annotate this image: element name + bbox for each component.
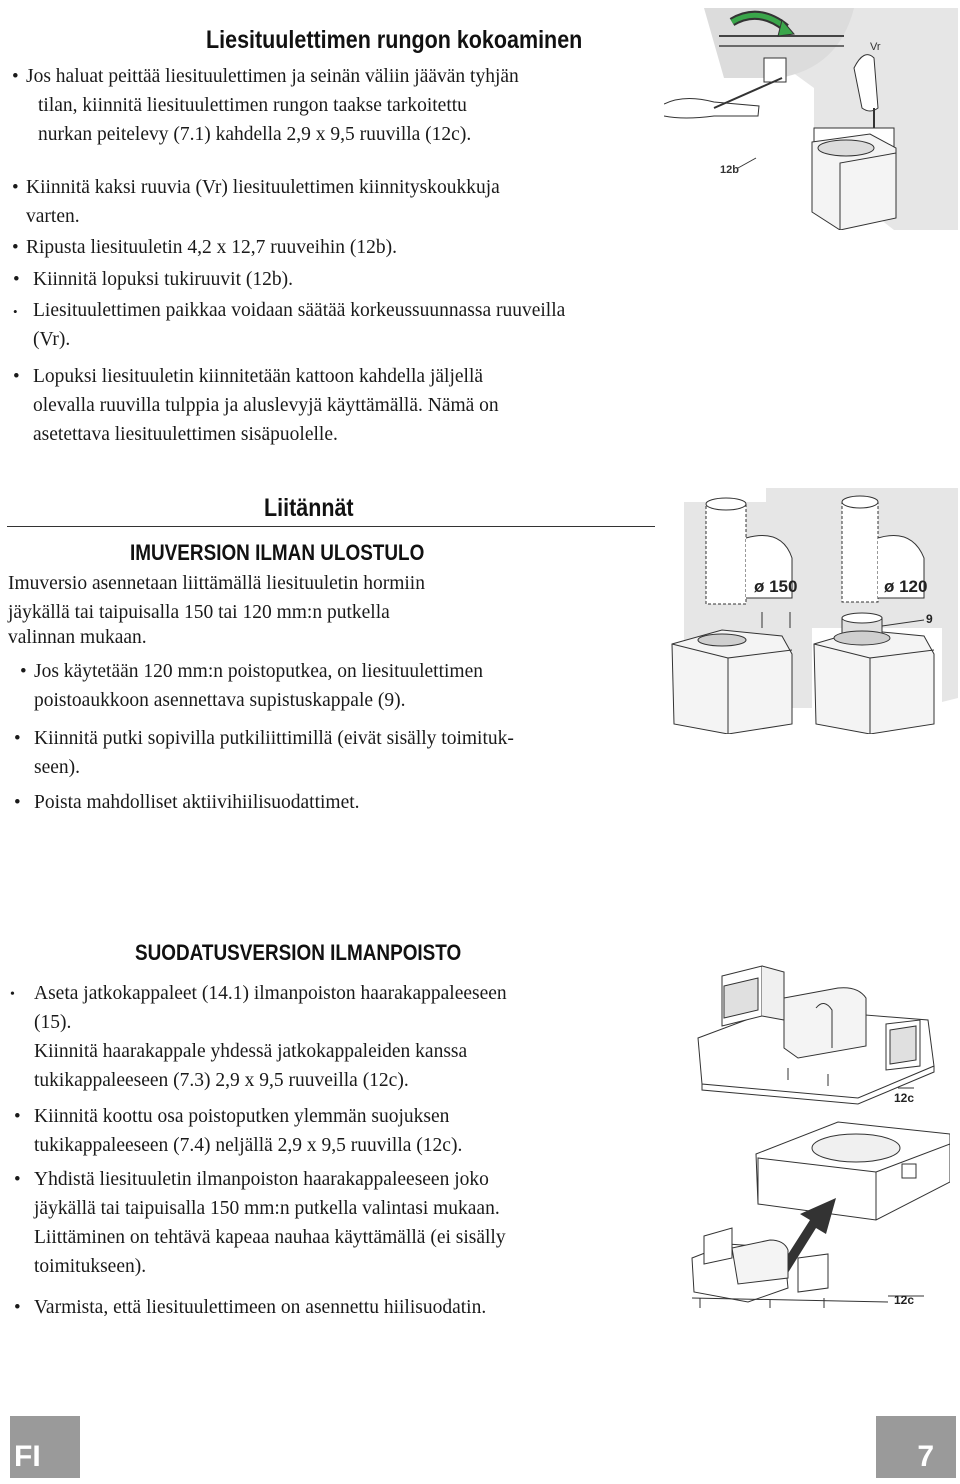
hood-mounting-figure	[664, 8, 958, 230]
bullet-icon: •	[14, 1297, 21, 1318]
list-item	[14, 1165, 650, 1281]
line: Kiinnitä kaksi ruuvia (Vr) liesituulettimen kiinnityskoukkuja	[26, 177, 500, 198]
divider	[7, 526, 655, 527]
line: Ripusta liesituuletin 4,2 x 12,7 ruuveihin (12b).	[26, 237, 398, 258]
line: Jos haluat peittää liesituulettimen ja seinän väliin jäävän tyhjän	[26, 66, 519, 87]
line: toimitukseen).	[34, 1256, 147, 1277]
bullet-icon: •	[12, 237, 19, 258]
list-item	[14, 788, 654, 817]
list-item	[10, 979, 650, 1095]
line: valinnan mukaan.	[8, 627, 147, 648]
figure-label: 12c	[894, 1091, 915, 1105]
bullet-icon: •	[13, 304, 18, 319]
line: Lopuksi liesituuletin kiinnitetään kattoon kahdella jäljellä	[33, 366, 484, 387]
line: Kiinnitä koottu osa poistoputken ylemmän suojuksen	[34, 1106, 450, 1127]
section-title-assembly: Liesituulettimen rungon kokoaminen	[206, 26, 583, 54]
figure-label: 12c	[894, 1293, 915, 1307]
bullet-icon: •	[13, 269, 20, 290]
intro-paragraph	[8, 569, 658, 649]
line: poistoaukkoon asennettava supistuskappale (9).	[34, 690, 406, 711]
figure-label: 12b	[720, 164, 739, 176]
list-item	[13, 296, 713, 354]
line: Kiinnitä haarakappale yhdessä jatkokappaleiden kanssa	[34, 1041, 468, 1062]
figure-label: ø 120	[884, 577, 928, 596]
page-number-badge	[876, 1416, 956, 1478]
bullet-icon: •	[14, 792, 21, 813]
language-code: FI	[14, 1440, 41, 1473]
list-item	[14, 1102, 650, 1160]
list-item	[20, 657, 654, 715]
list-item	[12, 62, 666, 149]
line: (15).	[34, 1012, 72, 1033]
line: Kiinnitä putki sopivilla putkiliittimillä (eivät sisälly toimituk-	[34, 728, 514, 749]
line: jäykällä tai taipuisalla 150 mm:n putkella valintasi mukaan.	[34, 1198, 500, 1219]
line: tukikappaleeseen (7.4) neljällä 2,9 x 9,5 ruuvilla (12c).	[34, 1135, 463, 1156]
language-badge	[10, 1416, 80, 1478]
list-item	[12, 233, 666, 262]
line: Aseta jatkokappaleet (14.1) ilmanpoiston haarakappaleeseen	[34, 983, 507, 1004]
line: Imuversio asennetaan liittämällä liesituuletin hormiin	[8, 573, 425, 594]
line: jäykällä tai taipuisalla 150 tai 120 mm:n putkella	[8, 602, 390, 623]
line: seen).	[34, 757, 81, 778]
line: Yhdistä liesituuletin ilmanpoiston haarakappaleeseen joko	[34, 1169, 489, 1190]
bullet-icon: •	[14, 1169, 21, 1190]
line: Liesituulettimen paikkaa voidaan säätää korkeussuunnassa ruuveilla	[33, 300, 566, 321]
bullet-icon: •	[13, 366, 20, 387]
section-title-connections: Liitännät	[264, 494, 354, 522]
subsection-title-filter: SUODATUSVERSION ILMANPOISTO	[135, 940, 462, 965]
line: tukikappaleeseen (7.3) 2,9 x 9,5 ruuveilla (12c).	[34, 1070, 409, 1091]
line: (Vr).	[33, 329, 71, 350]
line: Liittäminen on tehtävä kapeaa nauhaa käyttämällä (ei sisälly	[34, 1227, 506, 1248]
page-number: 7	[917, 1440, 934, 1473]
bullet-icon: •	[10, 987, 15, 1002]
line: asetettava liesituulettimen sisäpuolelle.	[33, 424, 338, 445]
line: tilan, kiinnitä liesituulettimen rungon taakse tarkoitettu	[38, 95, 467, 116]
figure-label: 9	[926, 612, 933, 626]
bullet-icon: •	[12, 177, 19, 198]
figure-label: Vr	[870, 41, 881, 53]
line: Kiinnitä lopuksi tukiruuvit (12b).	[33, 269, 293, 290]
list-item	[12, 173, 666, 231]
figure-label: ø 150	[754, 577, 798, 596]
list-item	[14, 724, 654, 782]
duct-diameter-figure	[662, 488, 958, 734]
list-item	[13, 265, 673, 294]
line: Poista mahdolliset aktiivihiilisuodattimet.	[34, 792, 360, 813]
bullet-icon: •	[14, 728, 21, 749]
line: varten.	[26, 206, 80, 227]
line: nurkan peitelevy (7.1) kahdella 2,9 x 9,5 ruuvilla (12c).	[38, 124, 472, 145]
line: Jos käytetään 120 mm:n poistoputkea, on liesituulettimen	[34, 661, 483, 682]
list-item	[13, 362, 653, 449]
bullet-icon: •	[14, 1106, 21, 1127]
filter-diverter-figure	[688, 958, 950, 1310]
line: Varmista, että liesituulettimeen on asennettu hiilisuodatin.	[34, 1297, 487, 1318]
line: olevalla ruuvilla tulppia ja aluslevyjä käyttämällä. Nämä on	[33, 395, 499, 416]
bullet-icon: •	[12, 66, 19, 87]
list-item	[14, 1293, 650, 1322]
bullet-icon: •	[20, 661, 27, 682]
subsection-title-exhaust: IMUVERSION ILMAN ULOSTULO	[130, 540, 425, 565]
